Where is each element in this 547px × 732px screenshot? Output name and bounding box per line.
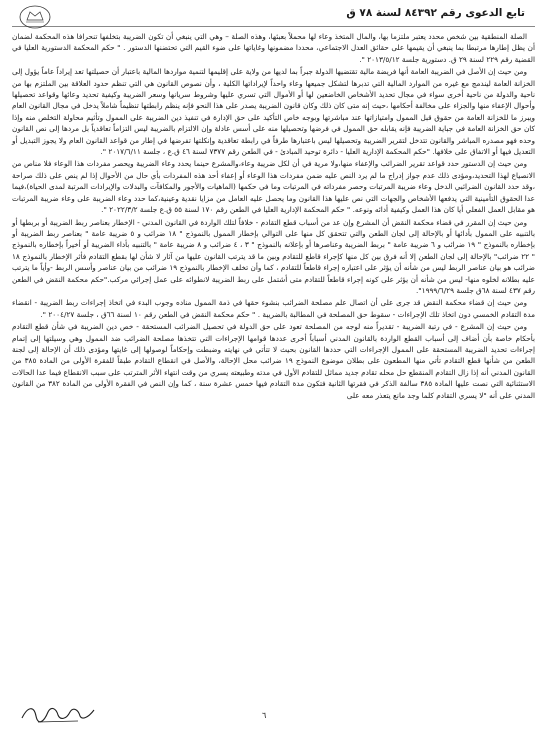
paragraph-1: الصلة المنطقية بين شخص محدد يعتبر ملتزما بها، والمال المتخذ وعاء لها محملاً بعبئها، وهذه الصلة – وهي التي ينبغي أن تكون الضريبة بتخلفها تنحرافا هذه المحكمة لضمان أن يظل إطارها مرتبطا بما ينبغي أن يقيمها على حقائق العدل الاجتماعي، محددا مضمونها وغاياتها على ضوء القيم التي تحتضنها الدستور . " حكم المحكمة الدستورية العليا في القضية رقم ٢٢٩ لسنة ٢٩ ق. دستورية جلسة ٢٠١٣/٥/١٢ ".	[12, 32, 535, 64]
paragraph-2: ومن حيث إن الأصل في الضريبة العامة أنها فريضة مالية تقتضيها الدولة جبراً بما لديها من ولاية على إقليمها لتنمية مواردها المالية باعتبار أن حصيلتها تعد إيراداً عاماً يؤول إلى الخزانة العامة ليندمج مع غيره من الموارد المالية التي تدبرها لتشكل جميعها وعاء واحداً لإيراداتها الكلية ، وأن نصوص القانون هي التي تنظم حدود العلاقة بين الملتزم بها من ناحية والدولة من ناحية أخرى سواء في مجال تحديد الأشخاص الخاضعين لها أو الأموال التي تسري عليها وشروط سريانها وسعر الضريبة وكيفية تحديد وعائها وقواعد تحصيلها وأحوال الإعفاء منها والجزاء على مخالفة أحكامها ،حيث إنه متى كان ذلك وكان قانون الضريبة يصدر على هذا النحو فإنه ينظم رابطتها تنظيماً شاملاً يدخل في مجال القانون العام ويبرز ما للخزانة العامة من حقوق قبل الممول وامتيازاتها عند مباشرتها وبوجه خاص التأكيد على حق الإدارة في تنفيذ دين الضريبة على الممول وتأثيم محاولة التخلص منه وإذا كان حق الخزانة العامة في جباية الضريبة فإنه يقابله حق الممول في فرضها وتحصيلها منه على أسس عادلة وإن الالتزام بالضريبة ليس التزاماً تعاقدياً بل مردها إلى نص القانون وحده فهو مصدره المباشر والقانون تتدخل لتقرير الضريبة وتحصيلها ليس باعتبارها طرفاً في رابطة تعاقدية وإنكلتها تفرضها في إطار من قواعد القانون العام ولا يجوز التبديل أو التعديل فيها أو الاتفاق على خلافها. "حكم المحكمة الإدارية العليا - دائرة توحيد المبادئ - في الطعن رقم ٧٣٧٧ لسنة ٤٦ ق.ع ، جلسة ٢٠١٧/٦/١١ ".	[12, 67, 535, 157]
case-reference-title: تابع الدعوى رقم ٨٤٣٩٢ لسنة ٧٨ ق	[346, 7, 525, 19]
paragraph-4: ومن حيث إن المقرر في قضاء محكمة النقض أن المشرع وإن عد من أسباب قطع التقادم - خلافاً لتلك الواردة في القانون المدني - الإخطار بعناصر ربط الضريبة أو بربطها أو بالتنبيه على الممول بأدائها أو بالإحالة إلى لجان الطعن والتي تتحقق كل منها على التوالي بإخطار الممول بالنموذج " ١٨ ضرائب و ٥ ضريبة عامة " بعناصر ربط الضريبة أو بإخطاره بالنموذج " ١٩ ضرائب و ٦ ضريبة عامة " بربط الضريبة وعناصرها أو بإعلانه بالنموذج " ٣ ، ٤ ضرائب و ٨ ضريبة عامة " بالتنبيه بأداء الضريبة أو أخيراً بإخطاره بالنموذج " ٢٢ ضرائب" بالإحالة إلى لجان الطعن إلا أنه فرق بين كل منها كإجراء قاطع للتقادم وبين ما قد يترتب القانون عليها من آثار لا شأن لها بقطع التقادم فأثر الإخطار بالنموذج ١٨ ضرائب هو بيان عناصر الربط ليس من شأنه أن يؤثر على اعتباره إجراء قاطعاً للتقادم ، كما وأن تخلف الإخطار بالنموذج ١٩ ضرائب من بيان عناصر وأسس الربط -وأياً ما يترتب عليه بطلانه لخلوه منها- ليس من شأنه أن يؤثر على كونه إجراء قاطعاً للتقادم متى أشتمل على ربط الضريبة لانطوائه على عمل إجرائي مركب."حكم محكمة النقض في الطعن رقم ٤٣٧ لسنة ٦٨ق جلسة ١٩٩٩/٦/٢٩".	[12, 217, 535, 295]
court-seal-icon	[18, 4, 52, 30]
paragraph-5: ومن حيث إن قضاء محكمة النقض قد جرى على أن اتصال علم مصلحة الضرائب بنشوء حقها في ذمة الممول مناده وجوب البدء في اتخاذ إجراءات ربط الضريبة - انقضاء مدة التقادم الخمسي دون اتخاذ تلك الإجراءات - سقوط حق المصلحة في المطالبة بالضريبة . " حكم محكمة النقض في الطعن رقم ١٠ لسنة ٦٦ق ، جلسة ٢٠٠٤/٢٧ ".	[12, 298, 535, 319]
paragraph-6: ومن حيث إن المشرع - في رتبة الضريبة - تقديراً منه لوجه من المصلحة تعود على حق الدولة في تحصيل الضرائب المستحقة - خص دين الضريبة في شأن قطع التقادم بأحكام خاصة بأن أضاف إلى أسباب القطع الواردة بالقانون المدني أسباباً أخرى عددها قوامها الإجراءات التي تتخذها مصلحة الضرائب ضد الممول وهي وسيلتها إلى إتمام إجراءات تحديد الضريبة المستحقة على الممول الإجراءات التي حددها القانون بحيث لا تتأتي في نهايته وضبطت وإحكاماً لوصولها إلى غايتها ومؤدى ذلك أن الإحالة إلى لجنة الطعن من شأنها قطع التقادم تأتي منها المطعون على بطلان موضوع النموذج ١٩ ضرائب محل الإحالة، والأصل في انقطاع التقادم طبقاً للفقرة الأولى من المادة ٣٨٥ من القانون المدني أنه إذا زال التقادم المنقطع حل محله تقادم جديد مماثل للتقادم الأول في مدته وطبيعته يسري من وقت انتهاء الأثر المترتب على سبب الانقطاع فيما عدا الحالات الاستثنائية التي نصت عليها المادة ٣٨٥ سالفة الذكر في فقرتها الثانية فتكون مدة التقادم فيها خمس عشرة سنة ، كما وإن النص في الفقرة الأولى من المادة ٣٨٢ من القانون المدني على أنه "لا يسري التقادم كلما وجد مانع يتعذر معه على	[12, 322, 535, 400]
page-number: ٦	[262, 711, 267, 720]
handwritten-signature-icon	[18, 700, 98, 726]
judgment-body	[12, 31, 535, 401]
paragraph-3: ومن حيث إن الدستور حدد قواعد تقرير الضرائب والإعفاء منها،ولا مرية في أن لكل ضريبة وعاء،والمشرع حينما يحدد وعاء الضريبة ويحصر مفردات هذا الوعاء فلا مناص من الانصياع لهذا التحديد،ومؤدى ذلك عدم جواز إدراج ما لم يرد النص عليه ضمن مفردات هذا الوعاء أو إعفاء أحد هذه المفردات بأي حال من الأحوال إذا لم ينص على ذلك صراحة ،وقد حدد القانون الضرائبي الدخل وعاء ضريبة المرتبات وحصر مفرداته في المرتبات وما في حكمها (الماهيات والأجور والمكافآت والبدلات والإيرادات المرتبة لمدى الحياة)،فيما عدا الحقوق التأمينية التي يدفعها الأشخاص والجهات التي نص عليها هذا القانون وما يحصل عليه العامل من مزايا نقدية وعينية،كما حدد وعاء الضريبة على وعاء ضريبة المرتبات هو مقابل العمل الفعلي أيا كان هذا العمل وكيفية أدائه ونوعه. " حكم المحكمة الإدارية العليا في الطعن رقم ١٧٠ لسنة ٥٥ ق.ع جلسة ٢٠٢٢/٣/٢ ".	[12, 159, 535, 215]
page-header	[12, 4, 535, 27]
